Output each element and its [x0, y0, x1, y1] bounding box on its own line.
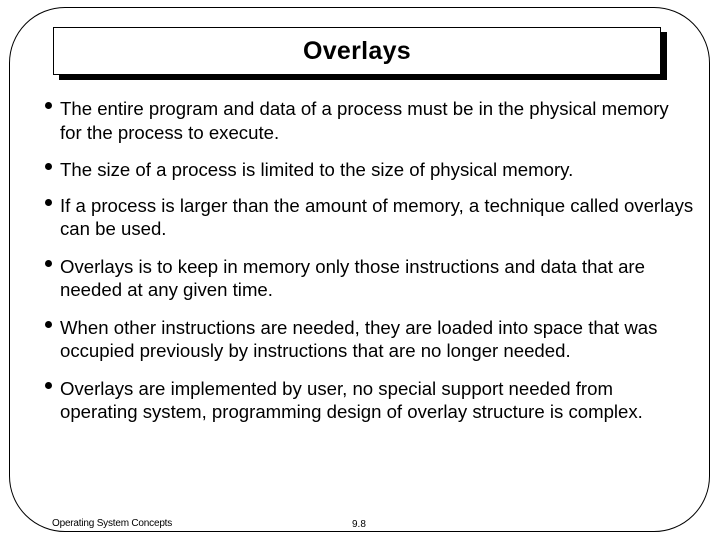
bullet-icon: [45, 260, 52, 267]
footer-course-title: Operating System Concepts: [52, 518, 173, 529]
bullet-list: [44, 97, 694, 438]
footer-page-number: 9.8: [352, 519, 366, 530]
bullet-text: The size of a process is limited to the size of physical memory.: [60, 159, 574, 180]
bullet-item: [44, 377, 694, 424]
bullet-item: [44, 316, 694, 363]
bullet-icon: [45, 102, 52, 109]
bullet-icon: [45, 163, 52, 170]
bullet-text: Overlays is to keep in memory only those instructions and data that are needed at any given time.: [60, 255, 645, 300]
bullet-item: [44, 194, 694, 241]
slide-title: Overlays: [302, 36, 412, 65]
bullet-text: Overlays are implemented by user, no special support needed from operating system, programming design of overlay structure is complex.: [60, 377, 643, 422]
bullet-item: [44, 158, 694, 182]
bullet-text: If a process is larger than the amount of memory, a technique called overlays can be used.: [60, 194, 694, 239]
bullet-text: The entire program and data of a process must be in the physical memory for the process to execute.: [60, 98, 669, 143]
bullet-text: When other instructions are needed, they are loaded into space that was occupied previously by instructions that are no longer needed.: [60, 316, 658, 361]
bullet-icon: [45, 199, 52, 206]
bullet-icon: [45, 382, 52, 389]
bullet-icon: [45, 321, 52, 328]
bullet-item: [44, 97, 694, 144]
title-box: [53, 27, 661, 75]
bullet-item: [44, 255, 694, 302]
